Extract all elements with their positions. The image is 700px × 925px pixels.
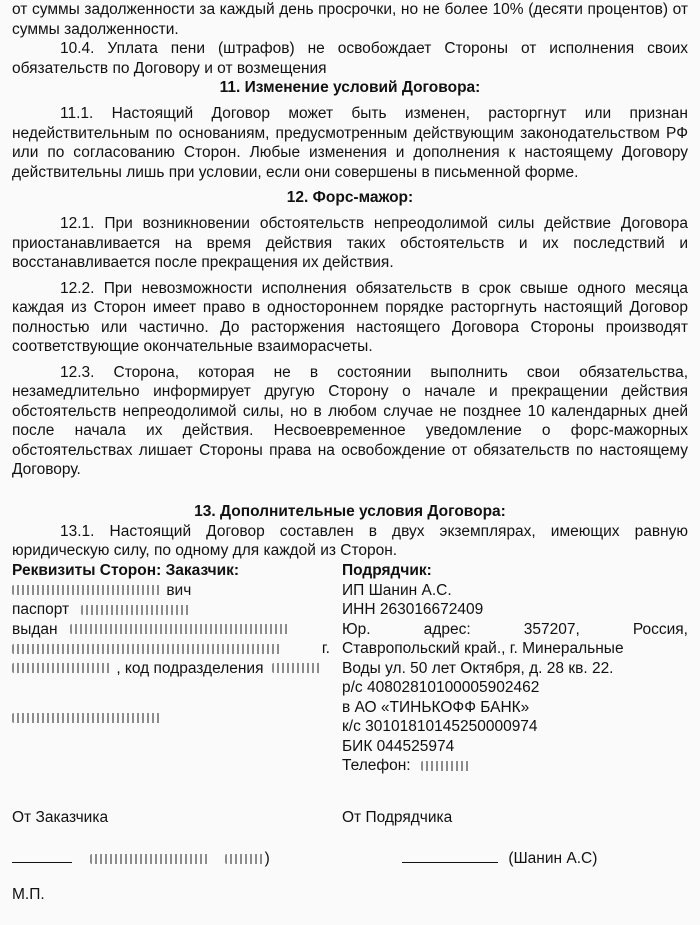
contractor-signature <box>402 848 597 868</box>
signature-labels <box>12 809 688 829</box>
customer-signature: ) <box>12 848 270 868</box>
customer-issuer-city: г. <box>12 639 330 659</box>
contractor-sign-label: От Подрядчика <box>342 809 453 826</box>
redacted-passport <box>81 605 191 615</box>
contract-body <box>12 0 688 561</box>
clause-10-4: 10.4. Уплата пени (штрафов) не освобождает Стороны от исполнения своих обязательств по Договору и от возмещения <box>12 40 688 77</box>
customer-division-code: , код подразделения <box>12 659 330 679</box>
contractor-bank: в АО «ТИНЬКОФФ БАНК» <box>342 698 530 716</box>
clause-11-1: 11.1. Настоящий Договор может быть изменен, расторгнут или признан недействительным по основаниям, предусмотренным действующим законодательством РФ или по согласованию Сторон. Любые изменения и дополнения к настоящему Договору действительны лишь при условии, если они совершены в письменной форме. <box>12 105 688 181</box>
redacted-address <box>12 713 162 723</box>
contractor-sign-name: (Шанин А.С) <box>508 850 598 867</box>
contractor-phone: Телефон: <box>342 756 688 776</box>
requisites-heading: Реквизиты Сторон: Заказчик: <box>12 562 240 579</box>
redacted-code <box>272 663 322 673</box>
clause-13-1: 13.1. Настоящий Договор составлен в двух экземплярах, имеющих равную юридическую силу, по одному для каждой из Сторон. <box>12 522 688 559</box>
customer-passport: паспорт <box>12 600 330 620</box>
section-13-title: 13. Дополнительные условия Договора: <box>194 502 506 520</box>
contractor-requisites <box>342 561 688 776</box>
contractor-address-line-3: Воды ул. 50 лет Октября, д. 28 кв. 22. <box>342 659 614 677</box>
redacted-name <box>12 585 162 595</box>
contractor-name: ИП Шанин А.С. <box>342 581 452 599</box>
redacted-issuer-2 <box>12 644 282 654</box>
customer-name: вич <box>12 581 330 601</box>
customer-address <box>12 708 330 728</box>
redacted-phone <box>421 761 471 771</box>
signature-lines <box>12 848 688 868</box>
redacted-date <box>12 663 112 673</box>
contractor-account: р/с 40802810100005902462 <box>342 679 540 696</box>
redacted-customer-signature <box>90 854 210 864</box>
contractor-bik: БИК 044525974 <box>342 737 455 755</box>
penalty-continuation: от суммы задолженности за каждый день просрочки, но не более 10% (десяти процентов) от суммы задолженности. <box>12 1 688 38</box>
stamp-place: М.П. <box>12 886 45 903</box>
section-12-title: 12. Форс-мажор: <box>286 189 414 206</box>
redacted-issuer <box>70 624 290 634</box>
contractor-address-line-2: Ставропольский край., г. Минеральные <box>342 640 624 657</box>
clause-12-1: 12.1. При возникновении обстоятельств непреодолимой силы действие Договора приостанавливается на время действия таких обстоятельств и их последствий и восстанавливается после прекращения их действия. <box>12 215 688 271</box>
clause-12-3: 12.3. Сторона, которая не в состоянии выполнить свои обязательства, незамедлительно информирует другую Сторону о начале и прекращении действия обстоятельств непреодолимой силы, но в любом случае не позднее 10 календарных дней после начала их действия. Несвоевременное уведомление о форс-мажорных обстоятельствах лишает Стороны права на освобождение от обязательств по настоящему Договору. <box>12 363 688 478</box>
contractor-address-line-1: Юр. адрес: 357207, Россия, <box>342 620 688 638</box>
clause-12-2: 12.2. При невозможности исполнения обязательств в срок свыше одного месяца каждая из Сторон имеет право в одностороннем порядке расторгнуть настоящий Договор полностью или частично. До расторжения настоящего Договора Стороны производят соответствующие окончательные взаиморасчеты. <box>12 279 688 355</box>
customer-requisites <box>12 561 330 728</box>
contractor-corr-account: к/с 30101810145250000974 <box>342 718 538 735</box>
customer-issued-by: выдан <box>12 620 330 640</box>
contractor-inn: ИНН 263016672409 <box>342 601 484 618</box>
customer-sign-label: От Заказчика <box>12 809 109 826</box>
section-11-title: 11. Изменение условий Договора: <box>219 79 481 96</box>
contractor-heading: Подрядчик: <box>342 562 432 579</box>
